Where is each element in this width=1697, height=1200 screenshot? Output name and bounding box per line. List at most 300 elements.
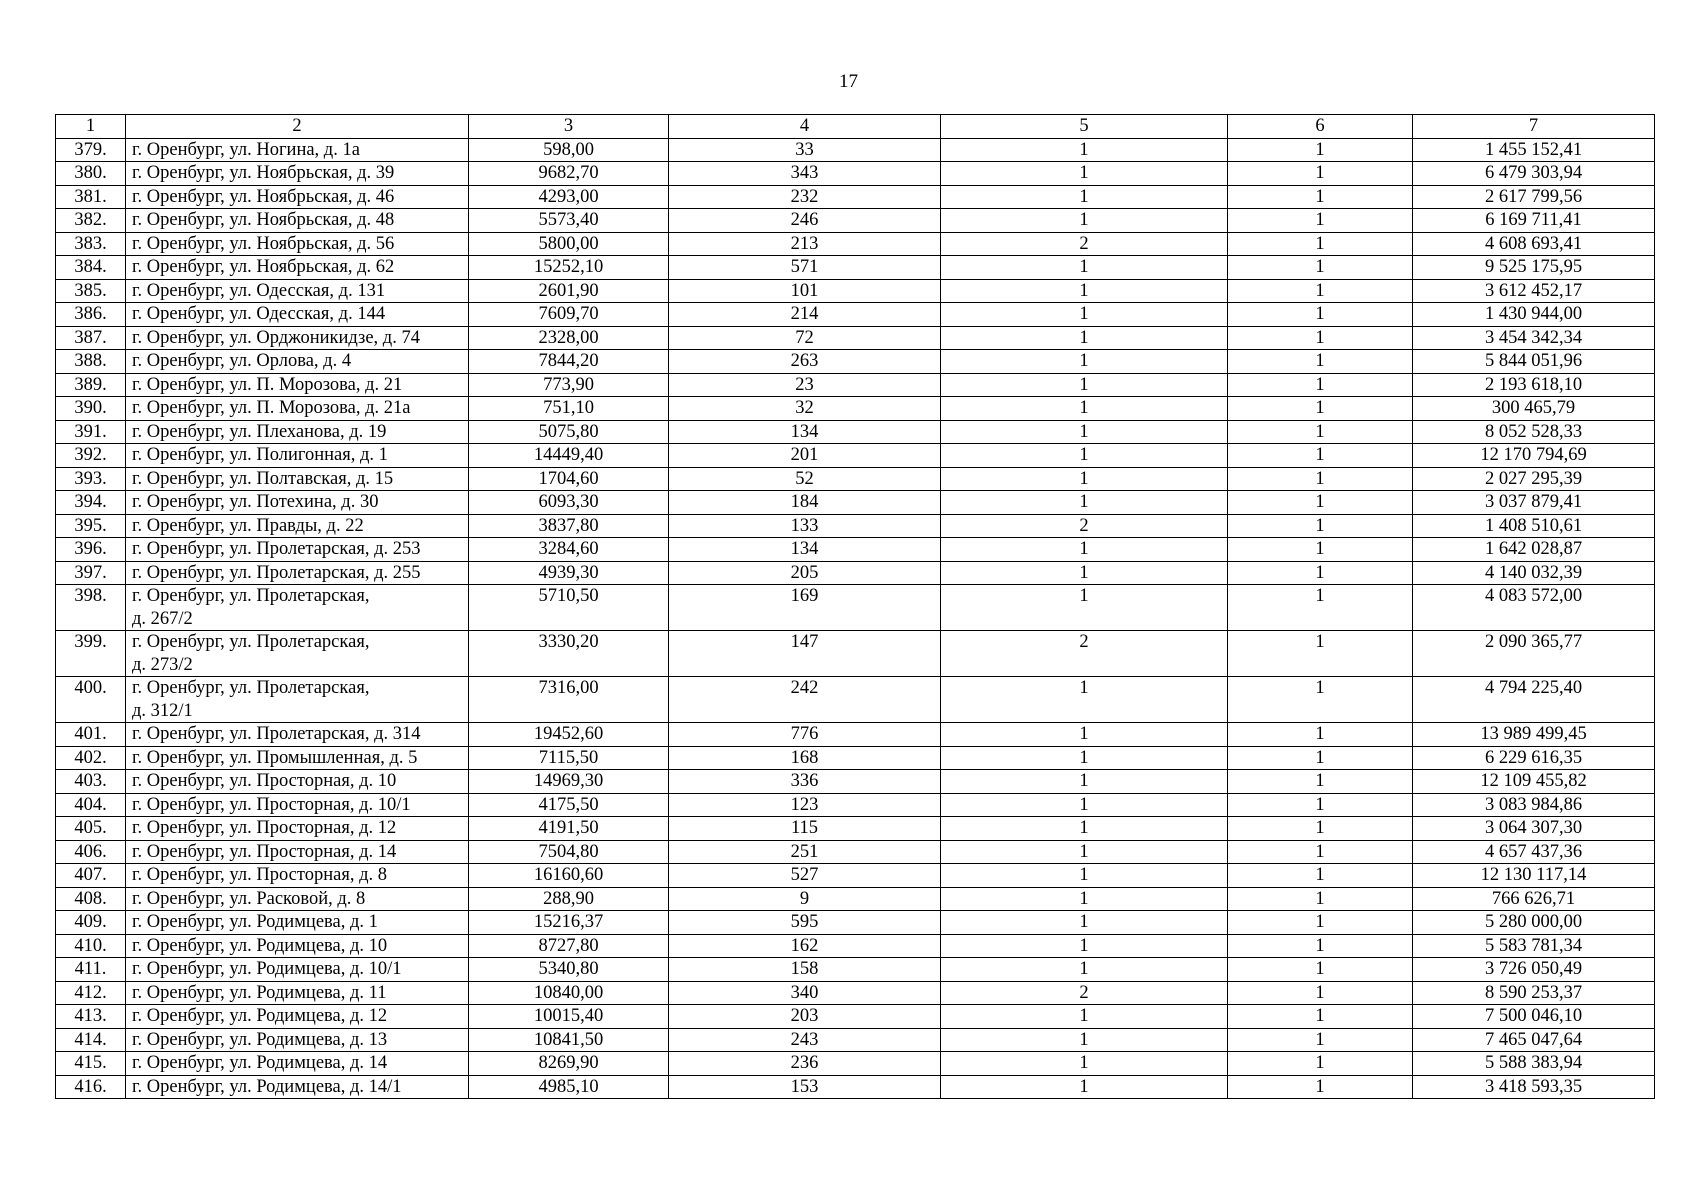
address-cell <box>126 631 469 677</box>
cost-cell: 3 726 050,49 <box>1413 958 1655 982</box>
cost-cell: 6 479 303,94 <box>1413 162 1655 186</box>
column-6-cell: 1 <box>1228 185 1413 209</box>
column-5-cell: 1 <box>941 303 1228 327</box>
cost-cell: 1 642 028,87 <box>1413 538 1655 562</box>
column-5-cell: 1 <box>941 350 1228 374</box>
cost-cell: 5 583 781,34 <box>1413 934 1655 958</box>
table-row <box>56 420 1655 444</box>
column-5-cell: 2 <box>941 631 1228 677</box>
residents-cell: 263 <box>669 350 941 374</box>
table-row <box>56 911 1655 935</box>
residents-cell: 243 <box>669 1028 941 1052</box>
table-row <box>56 1005 1655 1029</box>
table-row <box>56 491 1655 515</box>
cost-cell: 1 408 510,61 <box>1413 514 1655 538</box>
residents-cell: 776 <box>669 723 941 747</box>
residents-cell: 242 <box>669 677 941 723</box>
row-number-cell: 405. <box>56 817 126 841</box>
area-cell: 10015,40 <box>469 1005 669 1029</box>
row-number-cell: 393. <box>56 467 126 491</box>
column-5-cell: 1 <box>941 677 1228 723</box>
address-cell: г. Оренбург, ул. Ноябрьская, д. 39 <box>126 162 469 186</box>
table-row <box>56 232 1655 256</box>
row-number-cell: 409. <box>56 911 126 935</box>
residents-cell: 203 <box>669 1005 941 1029</box>
area-cell: 5340,80 <box>469 958 669 982</box>
table-row <box>56 303 1655 327</box>
residents-cell: 336 <box>669 770 941 794</box>
row-number-cell: 387. <box>56 326 126 350</box>
row-number-cell: 379. <box>56 138 126 162</box>
column-header: 4 <box>669 115 941 139</box>
area-cell: 2328,00 <box>469 326 669 350</box>
residents-cell: 201 <box>669 444 941 468</box>
residents-cell: 72 <box>669 326 941 350</box>
residents-cell: 134 <box>669 420 941 444</box>
cost-cell: 4 657 437,36 <box>1413 840 1655 864</box>
address-cell: г. Оренбург, ул. Родимцева, д. 13 <box>126 1028 469 1052</box>
cost-cell: 8 052 528,33 <box>1413 420 1655 444</box>
row-number-cell: 397. <box>56 561 126 585</box>
column-5-cell: 2 <box>941 514 1228 538</box>
row-number-cell: 380. <box>56 162 126 186</box>
column-5-cell: 1 <box>941 373 1228 397</box>
row-number-cell: 413. <box>56 1005 126 1029</box>
cost-cell: 7 500 046,10 <box>1413 1005 1655 1029</box>
area-cell: 14969,30 <box>469 770 669 794</box>
residents-cell: 251 <box>669 840 941 864</box>
column-header: 5 <box>941 115 1228 139</box>
residents-cell: 169 <box>669 585 941 631</box>
row-number-cell: 390. <box>56 397 126 421</box>
column-5-cell: 1 <box>941 279 1228 303</box>
housing-register-table <box>55 114 1655 1099</box>
cost-cell: 3 418 593,35 <box>1413 1075 1655 1099</box>
table-row <box>56 840 1655 864</box>
area-cell: 9682,70 <box>469 162 669 186</box>
address-line: г. Оренбург, ул. Пролетарская, <box>132 632 370 652</box>
area-cell: 10840,00 <box>469 981 669 1005</box>
column-6-cell: 1 <box>1228 326 1413 350</box>
column-6-cell: 1 <box>1228 209 1413 233</box>
address-cell: г. Оренбург, ул. Одесская, д. 144 <box>126 303 469 327</box>
row-number-cell: 408. <box>56 887 126 911</box>
row-number-cell: 381. <box>56 185 126 209</box>
cost-cell: 4 083 572,00 <box>1413 585 1655 631</box>
row-number-cell: 414. <box>56 1028 126 1052</box>
column-5-cell: 1 <box>941 1075 1228 1099</box>
row-number-cell: 401. <box>56 723 126 747</box>
column-5-cell: 1 <box>941 793 1228 817</box>
column-5-cell: 1 <box>941 444 1228 468</box>
table-row <box>56 1052 1655 1076</box>
area-cell: 14449,40 <box>469 444 669 468</box>
column-6-cell: 1 <box>1228 817 1413 841</box>
residents-cell: 9 <box>669 887 941 911</box>
area-cell: 598,00 <box>469 138 669 162</box>
cost-cell: 9 525 175,95 <box>1413 256 1655 280</box>
row-number-cell: 406. <box>56 840 126 864</box>
row-number-cell: 383. <box>56 232 126 256</box>
column-6-cell: 1 <box>1228 303 1413 327</box>
table-row <box>56 185 1655 209</box>
address-cell <box>126 677 469 723</box>
area-cell: 751,10 <box>469 397 669 421</box>
cost-cell: 8 590 253,37 <box>1413 981 1655 1005</box>
residents-cell: 101 <box>669 279 941 303</box>
residents-cell: 23 <box>669 373 941 397</box>
address-line-continued: д. 267/2 <box>132 608 193 629</box>
column-5-cell: 1 <box>941 770 1228 794</box>
address-line: г. Оренбург, ул. Пролетарская, <box>132 678 370 698</box>
column-5-cell: 1 <box>941 326 1228 350</box>
cost-cell: 5 588 383,94 <box>1413 1052 1655 1076</box>
address-cell: г. Оренбург, ул. Просторная, д. 8 <box>126 864 469 888</box>
table-row <box>56 677 1655 723</box>
address-cell: г. Оренбург, ул. Родимцева, д. 12 <box>126 1005 469 1029</box>
address-cell: г. Оренбург, ул. Ногина, д. 1а <box>126 138 469 162</box>
area-cell: 7316,00 <box>469 677 669 723</box>
address-cell: г. Оренбург, ул. Промышленная, д. 5 <box>126 746 469 770</box>
address-cell: г. Оренбург, ул. Родимцева, д. 14 <box>126 1052 469 1076</box>
column-6-cell: 1 <box>1228 279 1413 303</box>
row-number-cell: 398. <box>56 585 126 631</box>
row-number-cell: 386. <box>56 303 126 327</box>
residents-cell: 571 <box>669 256 941 280</box>
address-cell: г. Оренбург, ул. Родимцева, д. 14/1 <box>126 1075 469 1099</box>
table-row <box>56 934 1655 958</box>
column-6-cell: 1 <box>1228 350 1413 374</box>
address-cell <box>126 585 469 631</box>
row-number-cell: 388. <box>56 350 126 374</box>
row-number-cell: 389. <box>56 373 126 397</box>
address-cell: г. Оренбург, ул. Пролетарская, д. 314 <box>126 723 469 747</box>
column-6-cell: 1 <box>1228 1028 1413 1052</box>
area-cell: 2601,90 <box>469 279 669 303</box>
column-6-cell: 1 <box>1228 934 1413 958</box>
column-6-cell: 1 <box>1228 373 1413 397</box>
residents-cell: 153 <box>669 1075 941 1099</box>
table-row <box>56 1075 1655 1099</box>
residents-cell: 595 <box>669 911 941 935</box>
residents-cell: 236 <box>669 1052 941 1076</box>
row-number-cell: 396. <box>56 538 126 562</box>
row-number-cell: 382. <box>56 209 126 233</box>
column-6-cell: 1 <box>1228 491 1413 515</box>
column-5-cell: 1 <box>941 209 1228 233</box>
residents-cell: 32 <box>669 397 941 421</box>
area-cell: 1704,60 <box>469 467 669 491</box>
address-cell: г. Оренбург, ул. Ноябрьская, д. 62 <box>126 256 469 280</box>
table-row <box>56 256 1655 280</box>
cost-cell: 12 170 794,69 <box>1413 444 1655 468</box>
table-row <box>56 585 1655 631</box>
column-5-cell: 1 <box>941 185 1228 209</box>
address-cell: г. Оренбург, ул. Пролетарская, д. 253 <box>126 538 469 562</box>
cost-cell: 1 455 152,41 <box>1413 138 1655 162</box>
table-row <box>56 887 1655 911</box>
residents-cell: 33 <box>669 138 941 162</box>
column-6-cell: 1 <box>1228 256 1413 280</box>
column-6-cell: 1 <box>1228 911 1413 935</box>
column-6-cell: 1 <box>1228 561 1413 585</box>
area-cell: 4191,50 <box>469 817 669 841</box>
column-5-cell: 1 <box>941 538 1228 562</box>
table-row <box>56 209 1655 233</box>
column-6-cell: 1 <box>1228 1052 1413 1076</box>
table-row <box>56 350 1655 374</box>
address-cell: г. Оренбург, ул. Потехина, д. 30 <box>126 491 469 515</box>
cost-cell: 12 109 455,82 <box>1413 770 1655 794</box>
address-cell: г. Оренбург, ул. Просторная, д. 14 <box>126 840 469 864</box>
residents-cell: 214 <box>669 303 941 327</box>
area-cell: 7844,20 <box>469 350 669 374</box>
cost-cell: 3 454 342,34 <box>1413 326 1655 350</box>
column-6-cell: 1 <box>1228 162 1413 186</box>
residents-cell: 184 <box>669 491 941 515</box>
residents-cell: 115 <box>669 817 941 841</box>
residents-cell: 205 <box>669 561 941 585</box>
table-row <box>56 981 1655 1005</box>
cost-cell: 4 140 032,39 <box>1413 561 1655 585</box>
area-cell: 773,90 <box>469 373 669 397</box>
row-number-cell: 402. <box>56 746 126 770</box>
cost-cell: 7 465 047,64 <box>1413 1028 1655 1052</box>
area-cell: 15252,10 <box>469 256 669 280</box>
row-number-cell: 384. <box>56 256 126 280</box>
column-6-cell: 1 <box>1228 864 1413 888</box>
row-number-cell: 410. <box>56 934 126 958</box>
column-6-cell: 1 <box>1228 444 1413 468</box>
column-5-cell: 1 <box>941 723 1228 747</box>
row-number-cell: 411. <box>56 958 126 982</box>
cost-cell: 2 090 365,77 <box>1413 631 1655 677</box>
residents-cell: 147 <box>669 631 941 677</box>
row-number-cell: 403. <box>56 770 126 794</box>
cost-cell: 3 083 984,86 <box>1413 793 1655 817</box>
cost-cell: 2 193 618,10 <box>1413 373 1655 397</box>
table-row <box>56 770 1655 794</box>
area-cell: 3837,80 <box>469 514 669 538</box>
residents-cell: 123 <box>669 793 941 817</box>
address-cell: г. Оренбург, ул. Ноябрьская, д. 46 <box>126 185 469 209</box>
column-6-cell: 1 <box>1228 420 1413 444</box>
address-cell: г. Оренбург, ул. Ноябрьская, д. 56 <box>126 232 469 256</box>
table-row <box>56 793 1655 817</box>
residents-cell: 133 <box>669 514 941 538</box>
table-row <box>56 723 1655 747</box>
column-6-cell: 1 <box>1228 514 1413 538</box>
residents-cell: 343 <box>669 162 941 186</box>
cost-cell: 2 027 295,39 <box>1413 467 1655 491</box>
column-5-cell: 1 <box>941 958 1228 982</box>
row-number-cell: 407. <box>56 864 126 888</box>
column-5-cell: 1 <box>941 864 1228 888</box>
column-5-cell: 1 <box>941 1005 1228 1029</box>
address-cell: г. Оренбург, ул. Плеханова, д. 19 <box>126 420 469 444</box>
column-5-cell: 1 <box>941 138 1228 162</box>
area-cell: 5075,80 <box>469 420 669 444</box>
area-cell: 8727,80 <box>469 934 669 958</box>
address-cell: г. Оренбург, ул. Родимцева, д. 11 <box>126 981 469 1005</box>
column-6-cell: 1 <box>1228 232 1413 256</box>
row-number-cell: 400. <box>56 677 126 723</box>
cost-cell: 13 989 499,45 <box>1413 723 1655 747</box>
column-6-cell: 1 <box>1228 793 1413 817</box>
column-6-cell: 1 <box>1228 1075 1413 1099</box>
area-cell: 288,90 <box>469 887 669 911</box>
row-number-cell: 412. <box>56 981 126 1005</box>
address-cell: г. Оренбург, ул. Просторная, д. 10 <box>126 770 469 794</box>
cost-cell: 4 608 693,41 <box>1413 232 1655 256</box>
column-6-cell: 1 <box>1228 958 1413 982</box>
column-6-cell: 1 <box>1228 585 1413 631</box>
address-cell: г. Оренбург, ул. Просторная, д. 10/1 <box>126 793 469 817</box>
residents-cell: 232 <box>669 185 941 209</box>
cost-cell: 5 844 051,96 <box>1413 350 1655 374</box>
area-cell: 7504,80 <box>469 840 669 864</box>
area-cell: 6093,30 <box>469 491 669 515</box>
area-cell: 5800,00 <box>469 232 669 256</box>
table-row <box>56 397 1655 421</box>
column-6-cell: 1 <box>1228 746 1413 770</box>
address-line-continued: д. 312/1 <box>132 700 193 721</box>
column-5-cell: 1 <box>941 491 1228 515</box>
cost-cell: 766 626,71 <box>1413 887 1655 911</box>
row-number-cell: 385. <box>56 279 126 303</box>
table-row <box>56 326 1655 350</box>
column-5-cell: 1 <box>941 934 1228 958</box>
address-cell: г. Оренбург, ул. Одесская, д. 131 <box>126 279 469 303</box>
area-cell: 7609,70 <box>469 303 669 327</box>
row-number-cell: 415. <box>56 1052 126 1076</box>
cost-cell: 2 617 799,56 <box>1413 185 1655 209</box>
address-cell: г. Оренбург, ул. Родимцева, д. 10/1 <box>126 958 469 982</box>
column-6-cell: 1 <box>1228 631 1413 677</box>
table-row <box>56 138 1655 162</box>
column-6-cell: 1 <box>1228 887 1413 911</box>
area-cell: 10841,50 <box>469 1028 669 1052</box>
residents-cell: 52 <box>669 467 941 491</box>
column-5-cell: 1 <box>941 162 1228 186</box>
table-row <box>56 279 1655 303</box>
table-row <box>56 162 1655 186</box>
table-row <box>56 817 1655 841</box>
address-cell: г. Оренбург, ул. Полигонная, д. 1 <box>126 444 469 468</box>
column-6-cell: 1 <box>1228 467 1413 491</box>
row-number-cell: 392. <box>56 444 126 468</box>
column-5-cell: 2 <box>941 981 1228 1005</box>
address-cell: г. Оренбург, ул. П. Морозова, д. 21а <box>126 397 469 421</box>
residents-cell: 134 <box>669 538 941 562</box>
table-row <box>56 373 1655 397</box>
residents-cell: 158 <box>669 958 941 982</box>
cost-cell: 4 794 225,40 <box>1413 677 1655 723</box>
column-5-cell: 1 <box>941 887 1228 911</box>
row-number-cell: 395. <box>56 514 126 538</box>
table-row <box>56 467 1655 491</box>
residents-cell: 168 <box>669 746 941 770</box>
column-6-cell: 1 <box>1228 840 1413 864</box>
address-line-continued: д. 273/2 <box>132 654 193 675</box>
table-row <box>56 561 1655 585</box>
area-cell: 5573,40 <box>469 209 669 233</box>
residents-cell: 527 <box>669 864 941 888</box>
address-cell: г. Оренбург, ул. Ноябрьская, д. 48 <box>126 209 469 233</box>
address-cell: г. Оренбург, ул. Правды, д. 22 <box>126 514 469 538</box>
column-header: 6 <box>1228 115 1413 139</box>
area-cell: 4175,50 <box>469 793 669 817</box>
cost-cell: 300 465,79 <box>1413 397 1655 421</box>
column-5-cell: 1 <box>941 467 1228 491</box>
address-cell: г. Оренбург, ул. Полтавская, д. 15 <box>126 467 469 491</box>
column-5-cell: 1 <box>941 1052 1228 1076</box>
address-cell: г. Оренбург, ул. Родимцева, д. 1 <box>126 911 469 935</box>
column-5-cell: 1 <box>941 817 1228 841</box>
area-cell: 8269,90 <box>469 1052 669 1076</box>
address-cell: г. Оренбург, ул. Орджоникидзе, д. 74 <box>126 326 469 350</box>
area-cell: 16160,60 <box>469 864 669 888</box>
column-5-cell: 1 <box>941 561 1228 585</box>
row-number-cell: 404. <box>56 793 126 817</box>
cost-cell: 6 229 616,35 <box>1413 746 1655 770</box>
column-header: 3 <box>469 115 669 139</box>
row-number-cell: 391. <box>56 420 126 444</box>
address-cell: г. Оренбург, ул. Расковой, д. 8 <box>126 887 469 911</box>
address-line: г. Оренбург, ул. Пролетарская, <box>132 586 370 606</box>
residents-cell: 162 <box>669 934 941 958</box>
area-cell: 3284,60 <box>469 538 669 562</box>
column-header: 7 <box>1413 115 1655 139</box>
table-row <box>56 538 1655 562</box>
cost-cell: 3 612 452,17 <box>1413 279 1655 303</box>
address-cell: г. Оренбург, ул. Родимцева, д. 10 <box>126 934 469 958</box>
address-cell: г. Оренбург, ул. Орлова, д. 4 <box>126 350 469 374</box>
cost-cell: 12 130 117,14 <box>1413 864 1655 888</box>
column-5-cell: 1 <box>941 1028 1228 1052</box>
table-row <box>56 514 1655 538</box>
column-6-cell: 1 <box>1228 538 1413 562</box>
area-cell: 4939,30 <box>469 561 669 585</box>
column-6-cell: 1 <box>1228 677 1413 723</box>
table-row <box>56 1028 1655 1052</box>
area-cell: 19452,60 <box>469 723 669 747</box>
column-5-cell: 2 <box>941 232 1228 256</box>
cost-cell: 6 169 711,41 <box>1413 209 1655 233</box>
column-6-cell: 1 <box>1228 138 1413 162</box>
column-5-cell: 1 <box>941 420 1228 444</box>
column-header: 2 <box>126 115 469 139</box>
table-row <box>56 444 1655 468</box>
column-5-cell: 1 <box>941 397 1228 421</box>
residents-cell: 340 <box>669 981 941 1005</box>
residents-cell: 213 <box>669 232 941 256</box>
row-number-cell: 394. <box>56 491 126 515</box>
address-cell: г. Оренбург, ул. Просторная, д. 12 <box>126 817 469 841</box>
table-row <box>56 631 1655 677</box>
area-cell: 3330,20 <box>469 631 669 677</box>
column-6-cell: 1 <box>1228 1005 1413 1029</box>
column-header: 1 <box>56 115 126 139</box>
area-cell: 15216,37 <box>469 911 669 935</box>
row-number-cell: 399. <box>56 631 126 677</box>
column-5-cell: 1 <box>941 911 1228 935</box>
cost-cell: 1 430 944,00 <box>1413 303 1655 327</box>
table-row <box>56 746 1655 770</box>
column-5-cell: 1 <box>941 585 1228 631</box>
cost-cell: 3 064 307,30 <box>1413 817 1655 841</box>
address-cell: г. Оренбург, ул. Пролетарская, д. 255 <box>126 561 469 585</box>
